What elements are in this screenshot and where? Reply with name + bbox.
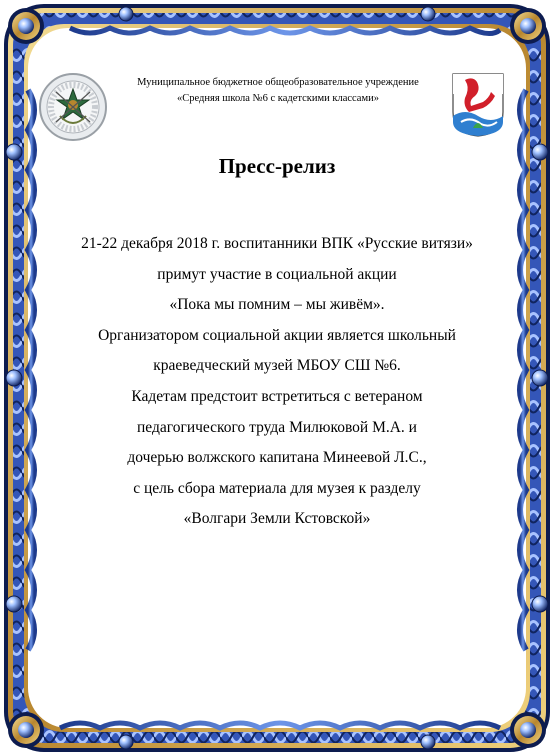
corner-ornament [8,712,44,748]
body-line: педагогического труда Милюковой М.А. и [137,418,417,436]
body-line: 21-22 декабря 2018 г. воспитанники ВПК «Русские витязи» [81,235,473,252]
corner-ornament [8,8,44,44]
body-line: Организатором социальной акции является школьный [98,326,456,344]
body-line: дочерью волжского капитана Минеевой Л.С., [127,449,427,467]
body-line: «Волгари Земли Кстовской» [183,510,371,528]
document-title: Пресс-релиз [218,154,336,178]
press-release-body [40,231,514,537]
organization-name-line-2: «Средняя школа №6 с кадетскими классами» [177,93,379,104]
body-line: с цель сбора материала для музея к разделу [133,479,421,497]
kstovo-coat-of-arms-icon [451,72,505,138]
school-cadet-emblem-icon [38,72,108,142]
corner-ornament [510,8,546,44]
body-line: краеведческий музей МБОУ СШ №6. [153,357,401,375]
corner-ornament [510,712,546,748]
body-line: Кадетам предстоит встретиться с ветераном [131,387,423,405]
body-line: примут участие в социальной акции [157,265,397,283]
body-line: «Пока мы помним – мы живём». [169,296,385,314]
organization-name-line-1: Муниципальное бюджетное общеобразовательное учреждение [137,77,419,88]
